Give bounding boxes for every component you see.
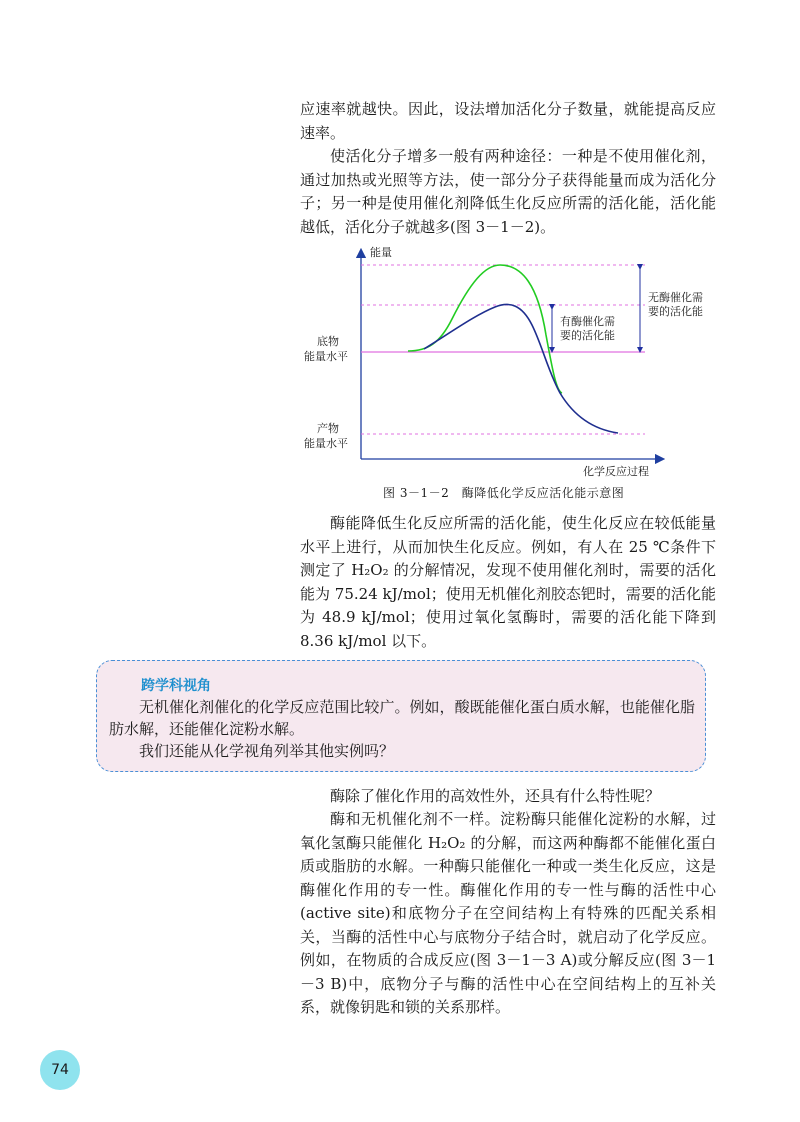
enzyme-activation-energy-figure: [300, 243, 720, 513]
interdisciplinary-box: [96, 660, 706, 772]
box-title: 跨学科视角: [141, 678, 211, 694]
paragraph-1: 应速率就越快。因此，设法增加活化分子数量，就能提高反应速率。: [300, 100, 716, 142]
product-level-label-2: 能量水平: [304, 437, 348, 450]
enzyme-activation-label-2: 要的活化能: [560, 329, 615, 342]
no-enzyme-activation-label-2: 要的活化能: [648, 305, 703, 318]
paragraph-2: 使活化分子增多一般有两种途径：一种是不使用催化剂，通过加热或光照等方法，使一部分分子获得能量而成为活化分子；另一种是使用催化剂降低生化反应所需的活化能，活化能越低，活化分子就越多(图 3－1－2)。: [300, 147, 716, 236]
box-text-2: 我们还能从化学视角列举其他实例吗？: [139, 742, 395, 760]
substrate-level-label-1: 底物: [317, 335, 339, 348]
substrate-level-label-2: 能量水平: [304, 350, 348, 363]
enzyme-activation-label-1: 有酶催化需: [560, 315, 615, 328]
energy-diagram: [300, 243, 720, 483]
product-level-label-1: 产物: [317, 422, 339, 435]
figure-caption: 图 3－1－2 酶降低化学反应活化能示意图: [383, 486, 625, 500]
page-number: 74: [40, 1050, 80, 1090]
no-enzyme-curve: [408, 265, 562, 393]
y-axis-label: 能量: [370, 246, 392, 259]
paragraph-4: 酶除了催化作用的高效性外，还具有什么特性呢？: [330, 787, 661, 805]
x-axis-label: 化学反应过程: [583, 465, 649, 478]
no-enzyme-activation-label-1: 无酶催化需: [648, 291, 703, 304]
paragraph-3: 酶能降低生化反应所需的活化能，使生化反应在较低能量水平上进行，从而加快生化反应。例如，有人在 25 ℃条件下测定了 H₂O₂ 的分解情况，发现不使用催化剂时，需要的活化能为 75.24 kJ/mol；使用无机催化剂胶态钯时，需要的活化能为 48.9 kJ/mol；使用过氧化氢酶时，需要的活化能下降到 8.36 kJ/mol 以下。: [300, 514, 716, 650]
paragraph-5: 酶和无机催化剂不一样。淀粉酶只能催化淀粉的水解，过氧化氢酶只能催化 H₂O₂ 的分解，而这两种酶都不能催化蛋白质或脂肪的水解。一种酶只能催化一种或一类生化反应，这是酶催化作用的专一性。酶催化作用的专一性与酶的活性中心(active site)和底物分子在空间结构上有特殊的匹配关系相关，当酶的活性中心与底物分子结合时，就启动了化学反应。例如，在物质的合成反应(图 3－1－3 A)或分解反应(图 3－1－3 B)中，底物分子与酶的活性中心在空间结构上的互补关系，就像钥匙和锁的关系那样。: [300, 810, 716, 1016]
box-text-1: 无机催化剂催化的化学反应范围比较广。例如，酸既能催化蛋白质水解，也能催化脂肪水解，还能催化淀粉水解。: [109, 698, 695, 738]
